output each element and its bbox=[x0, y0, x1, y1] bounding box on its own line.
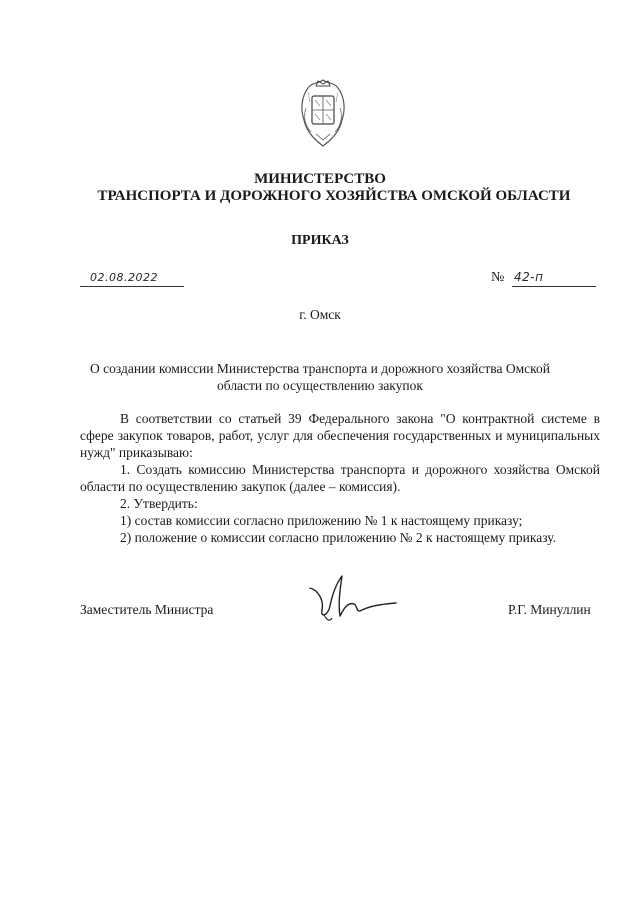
number-label: № bbox=[491, 270, 505, 285]
handwritten-date: 02.08.2022 bbox=[90, 271, 158, 284]
order-subject: О создании комиссии Министерства транспорта и дорожного хозяйства Омской области по осуществлению закупок bbox=[90, 361, 550, 393]
omsk-coat-of-arms-icon bbox=[298, 78, 348, 150]
handwritten-signature-icon bbox=[300, 570, 400, 630]
handwritten-number: 42-п bbox=[514, 270, 544, 284]
body-paragraph: 1. Создать комиссию Министерства транспорта и дорожного хозяйства Омской области по осуществлению закупок (далее – комиссия). bbox=[80, 462, 600, 494]
date-field bbox=[80, 266, 184, 287]
order-body bbox=[80, 410, 600, 546]
ministry-name-line2: ТРАНСПОРТА И ДОРОЖНОГО ХОЗЯЙСТВА ОМСКОЙ ОБЛАСТИ bbox=[97, 188, 571, 204]
body-paragraph: 1) состав комиссии согласно приложению № 1 к настоящему приказу; bbox=[120, 513, 523, 528]
number-field bbox=[512, 266, 596, 287]
body-paragraph: 2. Утвердить: bbox=[120, 496, 198, 511]
signatory-position: Заместитель Министра bbox=[80, 602, 214, 617]
body-paragraph: В соответствии со статьей 39 Федерального закона "О контрактной системе в сфере закупок товаров, работ, услуг для обеспечения государственных и муниципальных нужд" приказываю: bbox=[80, 411, 600, 460]
city-line: г. Омск bbox=[299, 307, 341, 322]
body-paragraph: 2) положение о комиссии согласно приложению № 2 к настоящему приказу. bbox=[120, 530, 557, 545]
signatory-name: Р.Г. Минуллин bbox=[508, 602, 591, 617]
ministry-name-line1: МИНИСТЕРСТВО bbox=[254, 171, 386, 187]
order-title: ПРИКАЗ bbox=[291, 233, 349, 248]
